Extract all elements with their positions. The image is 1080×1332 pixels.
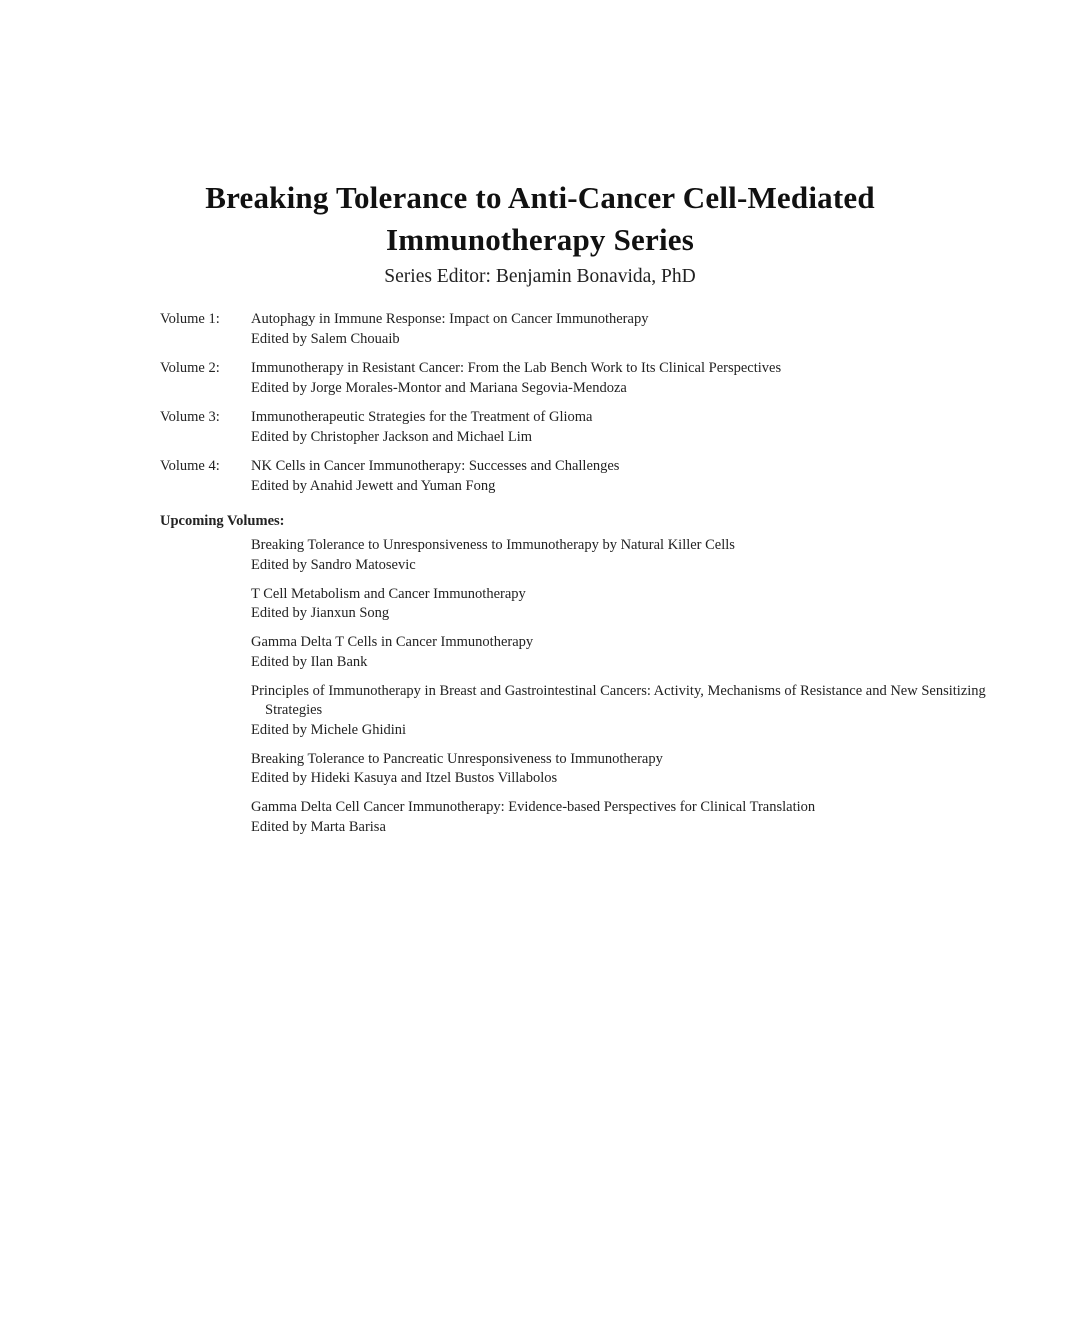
volume-editors: Edited by Salem Chouaib — [251, 330, 400, 347]
upcoming-editors: Edited by Jianxun Song — [251, 605, 390, 621]
volume-details — [251, 457, 1040, 496]
volume-title: Autophagy in Immune Response: Impact on Cancer Immunotherapy — [251, 311, 649, 327]
volume-entry — [160, 457, 1040, 506]
upcoming-editors: Edited by Marta Barisa — [251, 818, 386, 835]
upcoming-heading: Upcoming Volumes: — [160, 513, 285, 529]
upcoming-entry — [251, 536, 1041, 575]
volume-editors: Edited by Jorge Morales-Montor and Mariana Segovia-Mendoza — [251, 379, 627, 396]
volume-label: Volume 2: — [160, 360, 220, 376]
volume-label: Volume 4: — [160, 458, 220, 474]
volume-entry — [160, 408, 1040, 457]
volume-label: Volume 1: — [160, 311, 220, 327]
upcoming-title: Gamma Delta T Cells in Cancer Immunotherapy — [251, 634, 534, 650]
upcoming-list — [251, 536, 1041, 847]
series-title — [0, 177, 1080, 261]
volume-editors: Edited by Anahid Jewett and Yuman Fong — [251, 477, 496, 494]
upcoming-title: T Cell Metabolism and Cancer Immunotherapy — [251, 585, 526, 602]
upcoming-entry — [251, 682, 1041, 741]
upcoming-entry — [251, 633, 1041, 672]
volume-details — [251, 359, 1040, 398]
upcoming-title: Principles of Immunotherapy in Breast and Gastrointestinal Cancers: Activity, Mechanisms of Resistance and New Sensitizing Strategies — [251, 682, 986, 718]
volume-label: Volume 3: — [160, 409, 220, 425]
volume-title: NK Cells in Cancer Immunotherapy: Successes and Challenges — [251, 458, 620, 474]
volume-details — [251, 408, 1040, 447]
upcoming-title: Breaking Tolerance to Pancreatic Unresponsiveness to Immunotherapy — [251, 750, 663, 767]
volume-title: Immunotherapy in Resistant Cancer: From the Lab Bench Work to Its Clinical Perspectives — [251, 360, 782, 376]
upcoming-title: Gamma Delta Cell Cancer Immunotherapy: Evidence-based Perspectives for Clinical Translation — [251, 799, 816, 815]
volume-title: Immunotherapeutic Strategies for the Treatment of Glioma — [251, 409, 593, 425]
volume-editors: Edited by Christopher Jackson and Michael Lim — [251, 428, 533, 445]
upcoming-editors: Edited by Sandro Matosevic — [251, 556, 416, 573]
volume-list — [160, 310, 1040, 506]
upcoming-title: Breaking Tolerance to Unresponsiveness to Immunotherapy by Natural Killer Cells — [251, 537, 735, 553]
upcoming-entry — [251, 585, 1041, 624]
upcoming-editors: Edited by Hideki Kasuya and Itzel Bustos Villabolos — [251, 770, 558, 786]
series-title-line-1: Breaking Tolerance to Anti-Cancer Cell-Mediated — [205, 180, 875, 215]
upcoming-entry — [251, 750, 1041, 789]
series-title-line-2: Immunotherapy Series — [386, 222, 694, 257]
series-editor: Series Editor: Benjamin Bonavida, PhD — [384, 266, 696, 287]
volume-details — [251, 310, 1040, 349]
volume-entry — [160, 310, 1040, 359]
upcoming-editors: Edited by Michele Ghidini — [251, 721, 407, 738]
upcoming-editors: Edited by Ilan Bank — [251, 653, 368, 670]
volume-entry — [160, 359, 1040, 408]
upcoming-entry — [251, 798, 1041, 837]
